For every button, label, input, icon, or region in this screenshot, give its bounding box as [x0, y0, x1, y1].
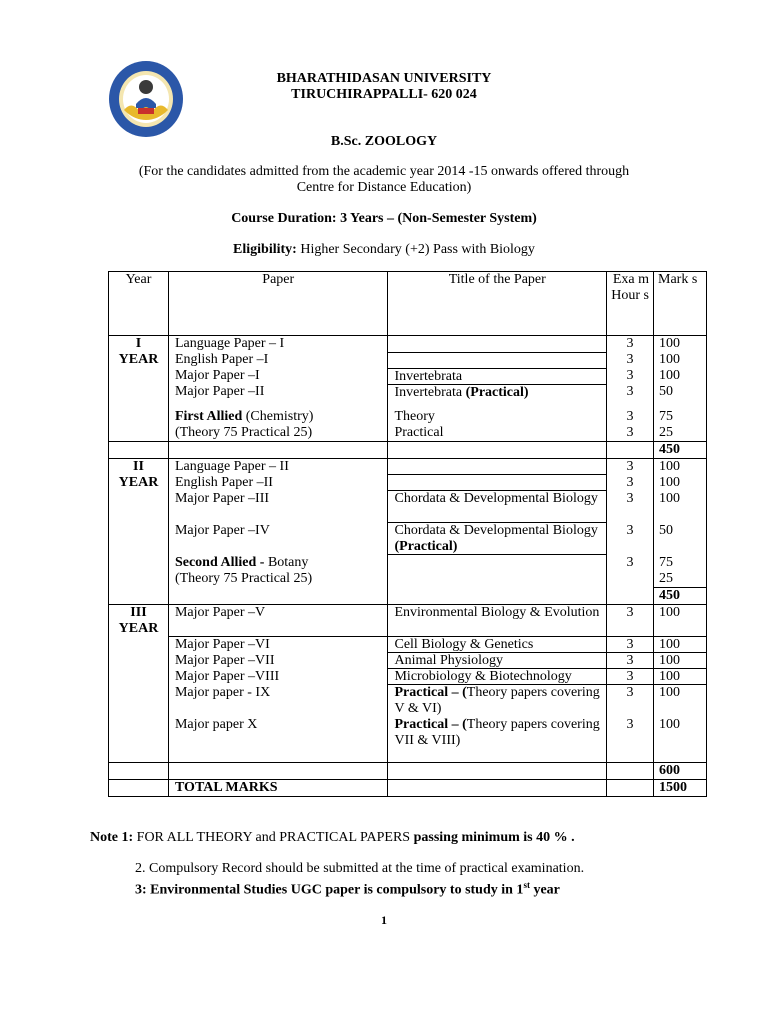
title-cell	[388, 459, 607, 588]
admission-note-line2: Centre for Distance Education)	[296, 180, 472, 195]
exam-hours: 3	[626, 368, 634, 383]
practical-label: Practical – (	[394, 685, 467, 700]
table-row	[109, 605, 707, 763]
paper-name: English Paper –I	[174, 352, 269, 367]
table-row	[109, 459, 707, 588]
allied-subject: (Chemistry)	[242, 409, 314, 424]
hours-cell	[607, 401, 654, 442]
header-marks: Mark s	[654, 272, 707, 336]
syllabus-table	[108, 271, 707, 797]
paper-title	[388, 336, 606, 353]
exam-hours: 3	[607, 653, 653, 669]
allied-split: (Theory 75 Practical 25)	[174, 571, 313, 586]
year-cell-3	[109, 605, 169, 763]
page-number: 1	[381, 913, 387, 927]
allied-label: First Allied	[174, 409, 243, 424]
university-name: BHARATHIDASAN UNIVERSITY	[276, 71, 492, 86]
admission-note-line1: (For the candidates admitted from the academic year 2014 -15 onwards offered through	[138, 164, 630, 179]
exam-hours: 3	[626, 459, 634, 474]
paper-name	[175, 555, 382, 571]
note-3	[90, 877, 584, 899]
year-number: I	[135, 336, 142, 351]
paper-cell	[168, 401, 388, 442]
course-duration: Course Duration: 3 Years – (Non-Semester System)	[231, 211, 537, 226]
hours-cell	[607, 336, 654, 402]
exam-hours: 3	[607, 605, 653, 637]
table-header-row	[109, 272, 707, 336]
paper-title	[388, 385, 606, 401]
marks: 100	[654, 669, 706, 685]
paper-name: Major Paper –IV	[174, 523, 270, 538]
subtotal-row	[109, 442, 707, 459]
eligibility	[0, 242, 768, 258]
paper-name: Major Paper –V	[169, 605, 388, 637]
hours-cell	[607, 459, 654, 588]
marks: 50	[659, 384, 674, 399]
exam-hours: 3	[607, 637, 653, 653]
title-text: Theory papers covering V & VI)	[394, 685, 600, 716]
header-exam-hours: Exa m Hour s	[607, 272, 654, 336]
paper-name: Major Paper –VI	[174, 637, 270, 652]
year-label: YEAR	[118, 475, 159, 490]
title-cell	[388, 336, 607, 402]
header-title: Title of the Paper	[388, 272, 607, 336]
allied-subject: Botany	[267, 555, 309, 570]
year-number: III	[130, 605, 147, 620]
note-2: 2. Compulsory Record should be submitted at the time of practical examination.	[135, 861, 585, 876]
marks-cell	[654, 605, 707, 763]
subtotal-marks: 450	[654, 442, 707, 459]
header-paper: Paper	[168, 272, 388, 336]
exam-hours: 3	[607, 669, 653, 685]
hours-cell	[607, 605, 654, 763]
marks: 25	[659, 571, 674, 586]
paper-cell	[168, 605, 388, 763]
eligibility-value: Higher Secondary (+2) Pass with Biology	[296, 242, 535, 257]
marks-cell	[654, 459, 707, 588]
title-cell	[388, 401, 607, 442]
paper-title: Environmental Biology & Evolution	[388, 605, 606, 637]
exam-hours: 3	[626, 717, 634, 732]
exam-hours: 3	[626, 384, 634, 399]
paper-cell	[168, 336, 388, 402]
paper-title	[388, 353, 606, 369]
exam-hours: 3	[626, 336, 634, 351]
programme-title: B.Sc. ZOOLOGY	[330, 134, 438, 149]
title-cell	[388, 605, 607, 763]
marks: 100	[654, 605, 706, 637]
year-cell-empty	[109, 401, 169, 442]
marks: 100	[659, 368, 681, 383]
subtotal-row	[109, 588, 707, 605]
subtotal-marks: 450	[654, 588, 707, 605]
notes	[90, 829, 584, 899]
paper-title: Microbiology & Biotechnology	[388, 669, 606, 685]
allied-label: Second Allied	[174, 555, 257, 570]
practical-label: Practical – (	[394, 717, 467, 732]
paper-title-empty	[388, 555, 606, 587]
exam-hours: 3	[626, 555, 634, 570]
note-3-sup: st	[523, 880, 530, 890]
title-text: Chordata & Developmental Biology	[394, 523, 598, 538]
header-year: Year	[109, 272, 169, 336]
paper-title	[388, 717, 606, 762]
marks: 50	[659, 523, 674, 538]
marks-cell	[654, 336, 707, 402]
exam-hours: 3	[626, 409, 634, 424]
marks: 25	[659, 425, 674, 440]
marks-cell	[654, 401, 707, 442]
note-1-bold: passing minimum is 40 % .	[413, 830, 575, 845]
marks: 100	[659, 717, 681, 732]
paper-title	[388, 459, 606, 475]
paper-title: Theory	[394, 409, 435, 424]
marks: 75	[659, 555, 674, 570]
paper-name: Major Paper –I	[174, 368, 260, 383]
paper-title: Cell Biology & Genetics	[388, 637, 606, 653]
marks: 100	[654, 653, 706, 669]
paper-cell	[168, 459, 388, 588]
total-label: TOTAL MARKS	[168, 780, 388, 797]
allied-dash: -	[256, 555, 268, 570]
marks: 100	[659, 336, 681, 351]
paper-title	[388, 523, 606, 555]
year-number: II	[133, 459, 144, 474]
marks: 100	[654, 637, 706, 653]
year-cell-1	[109, 336, 169, 402]
practical-label: (Practical)	[465, 385, 529, 400]
eligibility-label: Eligibility:	[233, 242, 297, 257]
paper-name: Major Paper –III	[174, 491, 270, 506]
marks: 100	[659, 352, 681, 367]
marks: 100	[659, 685, 681, 700]
paper-name: Major Paper –II	[174, 384, 265, 399]
exam-hours: 3	[626, 685, 634, 700]
total-marks: 1500	[654, 780, 707, 797]
paper-title	[388, 475, 606, 491]
paper-name	[175, 409, 382, 425]
year-cell-2	[109, 459, 169, 588]
marks: 75	[659, 409, 674, 424]
note-3-end: year	[529, 882, 560, 898]
note-1-prefix: Note 1:	[90, 830, 134, 845]
year-label: YEAR	[118, 352, 159, 367]
exam-hours: 3	[626, 475, 634, 490]
subtotal-row	[109, 763, 707, 780]
marks: 100	[659, 475, 681, 490]
exam-hours: 3	[626, 425, 634, 440]
total-row	[109, 780, 707, 797]
paper-title: Chordata & Developmental Biology	[388, 491, 606, 523]
exam-hours: 3	[626, 352, 634, 367]
paper-title: Animal Physiology	[388, 653, 606, 669]
university-address: TIRUCHIRAPPALLI- 620 024	[291, 87, 477, 102]
paper-name: Language Paper – I	[174, 336, 285, 351]
paper-name: Major Paper –VIII	[174, 669, 280, 684]
note-1-text: FOR ALL THEORY and PRACTICAL PAPERS	[133, 830, 414, 845]
paper-name: Major Paper –VII	[174, 653, 275, 668]
paper-title	[388, 685, 606, 717]
title-text: Theory papers covering VII & VIII)	[394, 717, 600, 748]
exam-hours: 3	[626, 523, 634, 538]
paper-title: Invertebrata	[388, 369, 606, 385]
paper-name: Major paper X	[174, 717, 258, 732]
table-row	[109, 336, 707, 402]
marks: 100	[659, 491, 681, 506]
paper-name: English Paper –II	[174, 475, 273, 490]
marks: 100	[659, 459, 681, 474]
table-row	[109, 401, 707, 442]
note-3-text: 3: Environmental Studies UGC paper is compulsory to study in 1	[135, 882, 524, 898]
subtotal-marks: 600	[654, 763, 707, 780]
paper-title: Practical	[394, 425, 444, 440]
title-text: Invertebrata	[394, 385, 466, 400]
paper-name: Major paper - IX	[174, 685, 271, 700]
allied-split: (Theory 75 Practical 25)	[174, 425, 313, 440]
practical-label: (Practical)	[394, 539, 458, 554]
exam-hours: 3	[626, 491, 634, 506]
year-label: YEAR	[118, 621, 159, 636]
paper-name: Language Paper – II	[174, 459, 289, 474]
note-1	[90, 829, 584, 846]
